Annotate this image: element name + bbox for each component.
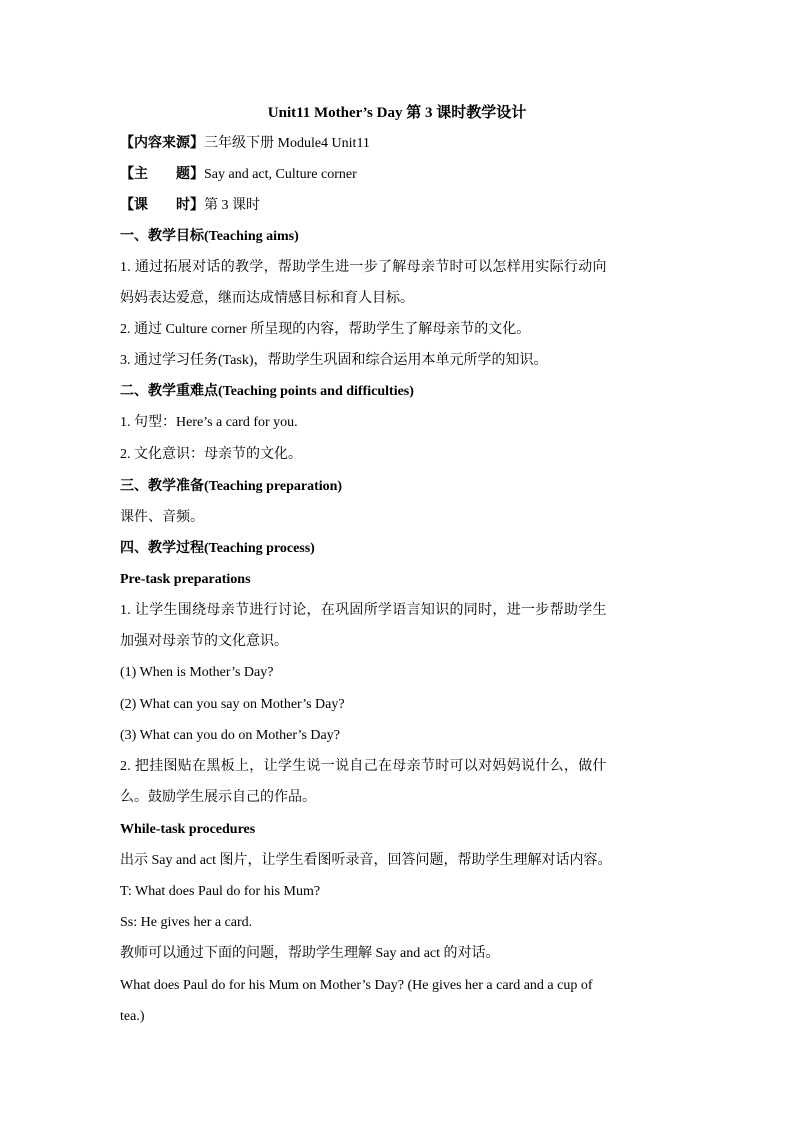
pre-task-line: 么。鼓励学生展示自己的作品。 xyxy=(120,790,316,805)
while-task-line: 教师可以通过下面的问题，帮助学生理解 Say and act 的对话。 xyxy=(120,946,500,961)
while-task-line: 出示 Say and act 图片，让学生看图听录音，回答问题，帮助学生理解对话内容。 xyxy=(120,853,612,868)
preparation-line: 课件、音频。 xyxy=(120,510,204,525)
meta-period-label: 【课 时】 xyxy=(120,198,204,213)
subheading-pre-task: Pre-task preparations xyxy=(120,572,251,587)
while-task-line: What does Paul do for his Mum on Mother’s Day? (He gives her a card and a cup of xyxy=(120,978,593,993)
meta-source xyxy=(120,134,680,154)
while-task-line: Ss: He gives her a card. xyxy=(120,915,253,930)
aims-line: 2. 通过 Culture corner 所呈现的内容，帮助学生了解母亲节的文化。 xyxy=(120,322,531,337)
meta-source-label: 【内容来源】 xyxy=(120,136,204,151)
section-heading-process: 四、教学过程(Teaching process) xyxy=(120,541,315,556)
aims-line: 3. 通过学习任务(Task)，帮助学生巩固和综合运用本单元所学的知识。 xyxy=(120,353,548,368)
pre-task-line: (3) What can you do on Mother’s Day? xyxy=(120,728,340,743)
meta-period xyxy=(120,196,680,216)
subheading-while-task: While-task procedures xyxy=(120,822,256,837)
points-line: 2. 文化意识：母亲节的文化。 xyxy=(120,447,302,462)
pre-task-line: (2) What can you say on Mother’s Day? xyxy=(120,697,345,712)
points-line: 1. 句型：Here’s a card for you. xyxy=(120,415,298,430)
pre-task-line: 加强对母亲节的文化意识。 xyxy=(120,634,288,649)
meta-topic-value: Say and act, Culture corner xyxy=(204,167,357,182)
aims-line: 妈妈表达爱意，继而达成情感目标和育人目标。 xyxy=(120,291,414,306)
section-heading-preparation: 三、教学准备(Teaching preparation) xyxy=(120,479,343,494)
meta-source-value: 三年级下册 Module4 Unit11 xyxy=(204,136,370,151)
aims-line: 1. 通过拓展对话的教学，帮助学生进一步了解母亲节时可以怎样用实际行动向 xyxy=(120,260,607,275)
pre-task-line: 2. 把挂图贴在黑板上，让学生说一说自己在母亲节时可以对妈妈说什么，做什 xyxy=(120,759,607,774)
pre-task-line: 1. 让学生围绕母亲节进行讨论，在巩固所学语言知识的同时，进一步帮助学生 xyxy=(120,603,607,618)
section-heading-points: 二、教学重难点(Teaching points and difficulties) xyxy=(120,384,414,399)
meta-period-value: 第 3 课时 xyxy=(204,198,260,213)
document-title: Unit11 Mother’s Day 第 3 课时教学设计 xyxy=(267,105,527,121)
meta-topic xyxy=(120,165,680,185)
meta-topic-label: 【主 题】 xyxy=(120,167,204,182)
section-heading-aims: 一、教学目标(Teaching aims) xyxy=(120,229,299,244)
while-task-line: T: What does Paul do for his Mum? xyxy=(120,884,321,899)
pre-task-line: (1) When is Mother’s Day? xyxy=(120,665,274,680)
while-task-line: tea.) xyxy=(120,1009,145,1024)
